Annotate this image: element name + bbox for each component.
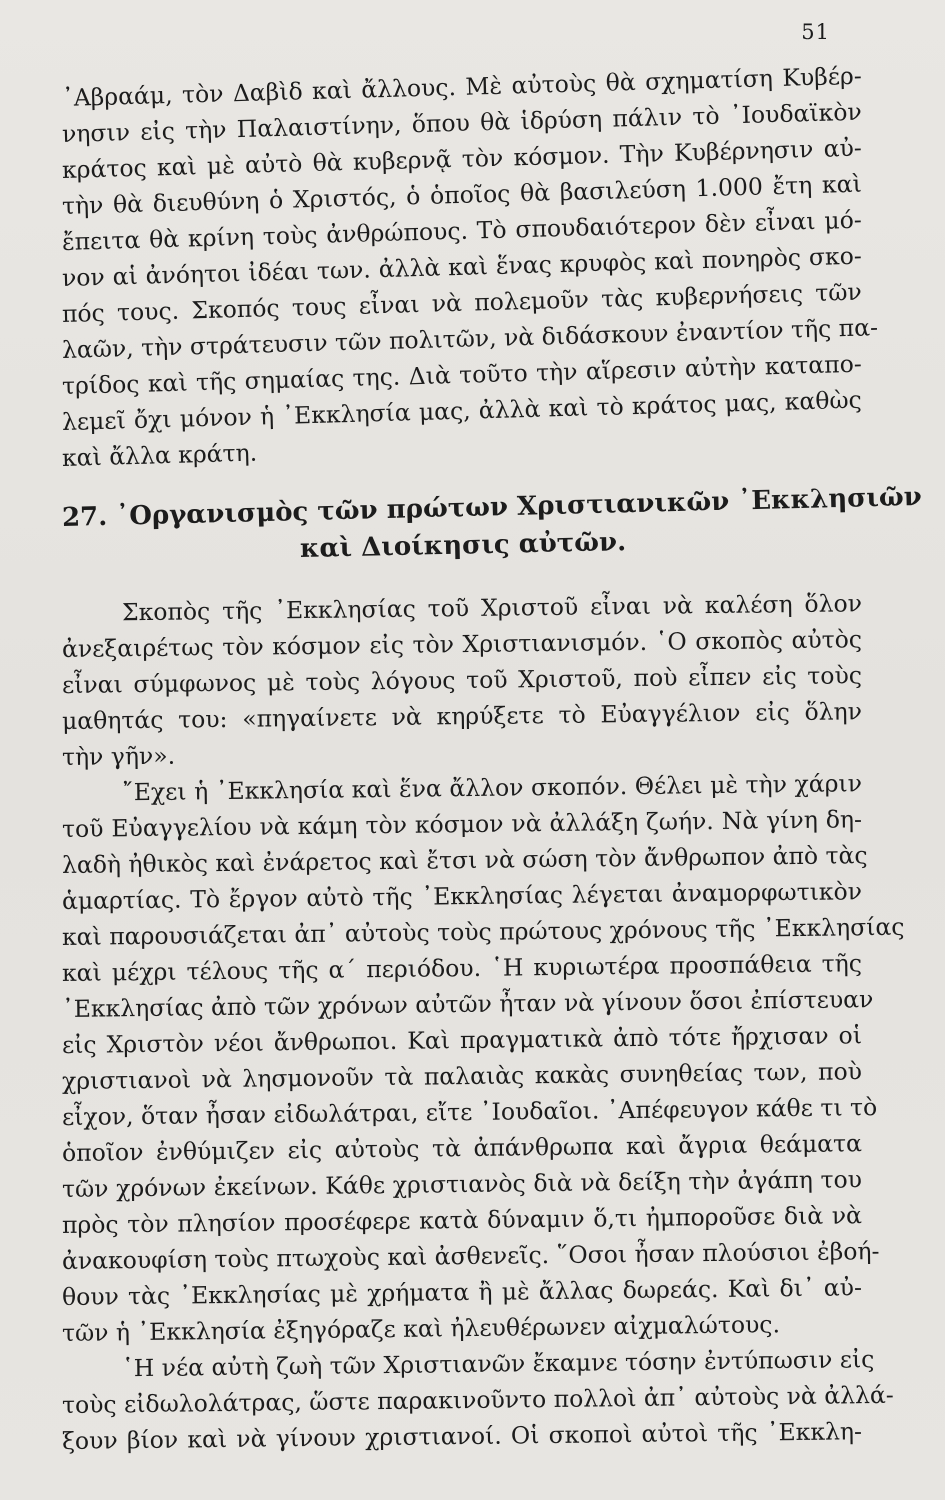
text-line: ἀνεξαιρέτως τὸν κόσμον εἰς τὸν Χριστιανισμόν. ῾Ο σκοπὸς αὐτὸς <box>61 625 863 663</box>
text-line: τοὺς εἰδωλολάτρας, ὥστε παρακινοῦντο πολλοὶ ἀπ᾿ αὐτοὺς νὰ ἀλλά- <box>61 1380 894 1419</box>
text-line: νησιν εἰς τὴν Παλαιστίνην, ὅπου θὰ ἱδρύση πάλιν τὸ ᾿Ιουδαϊκὸν <box>61 97 863 148</box>
text-line: λεμεῖ ὄχι μόνον ἡ ᾿Εκκλησία μας, ἀλλὰ καὶ τὸ κράτος μας, καθὼς <box>61 385 863 436</box>
text-line: ῎Εχει ἡ ᾿Εκκλησία καὶ ἕνα ἄλλον σκοπόν. Θέλει μὲ τὴν χάριν <box>121 769 863 807</box>
text-line: τὴν γῆν». <box>61 741 176 771</box>
text-line: θουν τὰς ᾿Εκκλησίας μὲ χρήματα ἢ μὲ ἄλλας δωρεάς. Καὶ δι᾿ αὐ- <box>61 1273 863 1311</box>
text-line: λαῶν, τὴν στράτευσιν τῶν πολιτῶν, νὰ διδάσκουν ἐναντίον τῆς πα- <box>61 313 879 364</box>
text-line: πός τους. Σκοπός τους εἶναι νὰ πολεμοῦν τὰς κυβερνήσεις τῶν <box>61 277 863 328</box>
text-line: ἔπειτα θὰ κρίνη τοὺς ἀνθρώπους. Τὸ σπουδαιότερον δὲν εἶναι μό- <box>61 205 863 256</box>
text-line: καὶ ἄλλα κράτη. <box>61 438 258 472</box>
section-heading-line-2: καὶ Διοίκησις αὐτῶν. <box>299 527 627 565</box>
text-line: εἰς Χριστὸν νέοι ἄνθρωποι. Καὶ πραγματικὰ ἀπὸ τότε ἤρχισαν οἱ <box>61 1021 863 1059</box>
text-line: ῾Η νέα αὐτὴ ζωὴ τῶν Χριστιανῶν ἔκαμνε τόσην ἐντύπωσιν εἰς <box>121 1345 875 1383</box>
text-line: καὶ μέχρι τέλους τῆς α´ περιόδου. ῾Η κυριωτέρα προσπάθεια τῆς <box>61 949 863 987</box>
text-line: τῶν χρόνων ἐκείνων. Κάθε χριστιανὸς διὰ νὰ δείξη τὴν ἀγάπη του <box>61 1165 863 1203</box>
page-number: 51 <box>801 20 830 44</box>
text-line: τρίδος καὶ τῆς σημαίας της. Διὰ τοῦτο τὴν αἵρεσιν αὐτὴν καταπο- <box>61 349 863 400</box>
text-line: καὶ παρουσιάζεται ἀπ᾿ αὐτοὺς τοὺς πρώτους χρόνους τῆς ᾿Εκκλησίας <box>61 912 905 951</box>
text-line: χριστιανοὶ νὰ λησμονοῦν τὰ παλαιὰς κακὰς συνηθείας των, ποὺ <box>61 1057 863 1095</box>
section-heading <box>61 481 923 572</box>
intro-paragraph <box>61 61 879 476</box>
text-line: Σκοπὸς τῆς ᾿Εκκλησίας τοῦ Χριστοῦ εἶναι νὰ καλέση ὅλον <box>121 589 863 627</box>
text-line: μαθητάς του: «πηγαίνετε νὰ κηρύξετε τὸ Εὐαγγέλιον εἰς ὅλην <box>61 697 863 735</box>
text-line: λαδὴ ἠθικὸς καὶ ἐνάρετος καὶ ἔτσι νὰ σώση τὸν ἄνθρωπον ἀπὸ τὰς <box>61 841 868 879</box>
text-line: ἁμαρτίας. Τὸ ἔργον αὐτὸ τῆς ᾿Εκκλησίας λέγεται ἀναμορφωτικὸν <box>61 877 863 915</box>
text-line: ᾿Αβραάμ, τὸν Δαβὶδ καὶ ἄλλους. Μὲ αὐτοὺς θὰ σχηματίση Κυβέρ- <box>61 61 863 112</box>
text-line: πρὸς τὸν πλησίον προσέφερε κατὰ δύναμιν ὅ,τι ἠμποροῦσε διὰ νὰ <box>61 1201 863 1239</box>
text-line: ὁποῖον ἐνθύμιζεν εἰς αὐτοὺς τὰ ἀπάνθρωπα καὶ ἄγρια θεάματα <box>61 1129 863 1167</box>
text-line: τὴν θὰ διευθύνη ὁ Χριστός, ὁ ὁποῖος θὰ βασιλεύση 1.000 ἔτη καὶ <box>61 169 863 220</box>
text-line: εἶχον, ὅταν ἦσαν εἰδωλάτραι, εἴτε ᾿Ιουδαῖοι. ᾿Απέφευγον κάθε τι τὸ <box>61 1093 878 1131</box>
text-line: τῶν ἡ ᾿Εκκλησία ἐξηγόραζε καὶ ἠλευθέρωνεν αἰχμαλώτους. <box>61 1310 781 1347</box>
text-line: εἶναι σύμφωνος μὲ τοὺς λόγους τοῦ Χριστοῦ, ποὺ εἶπεν εἰς τοὺς <box>61 661 863 699</box>
section-heading-line-1: 27. ᾿Οργανισμὸς τῶν πρώτων Χριστιανικῶν ᾿Εκκλησιῶν <box>61 481 923 533</box>
text-line: ἀνακουφίση τοὺς πτωχοὺς καὶ ἀσθενεῖς. ῞Οσοι ἦσαν πλούσιοι ἐβοή- <box>61 1237 880 1275</box>
text-line: ξουν βίον καὶ νὰ γίνουν χριστιανοί. Οἱ σκοποὶ αὐτοὶ τῆς ᾿Εκκλη- <box>61 1417 863 1455</box>
text-line: νον αἱ ἀνόητοι ἰδέαι των. ἀλλὰ καὶ ἕνας κρυφὸς καὶ πονηρὸς σκο- <box>61 241 863 292</box>
text-line: τοῦ Εὐαγγελίου νὰ κάμη τὸν κόσμον νὰ ἀλλάξη ζωήν. Νὰ γίνη δη- <box>61 805 863 843</box>
section-body <box>61 589 905 1459</box>
text-line: κράτος καὶ μὲ αὐτὸ θὰ κυβερνᾷ τὸν κόσμον. Τὴν Κυβέρνησιν αὐ- <box>61 133 863 184</box>
text-line: ᾿Εκκλησίας ἀπὸ τῶν χρόνων αὐτῶν ἦταν νὰ γίνουν ὅσοι ἐπίστευαν <box>61 985 874 1023</box>
